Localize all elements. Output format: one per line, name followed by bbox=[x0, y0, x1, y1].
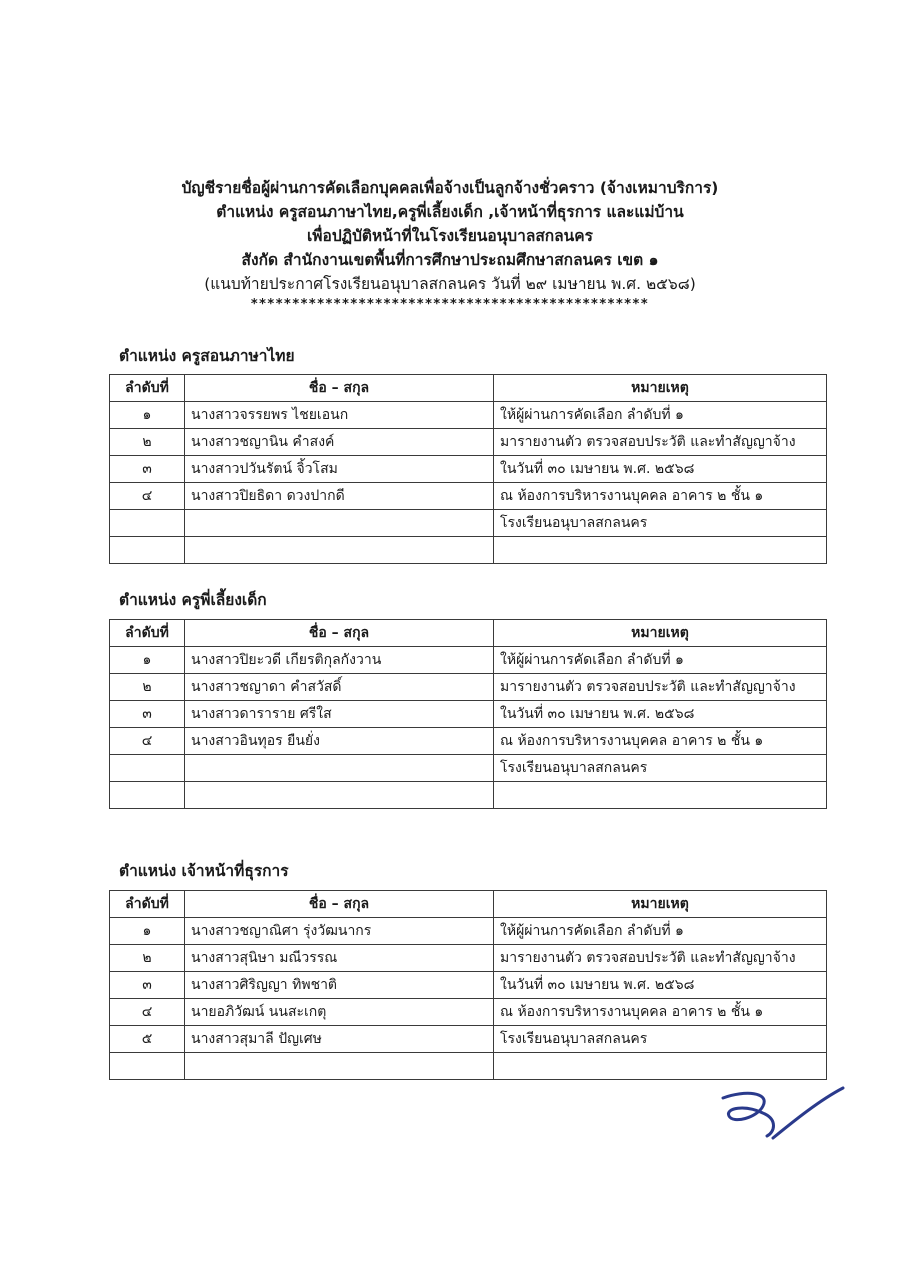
table-row bbox=[110, 483, 827, 510]
cell-name: นายอภิวัฒน์ นนสะเกตุ bbox=[185, 999, 494, 1026]
table-nanny bbox=[109, 619, 827, 809]
cell-no: ๓ bbox=[110, 701, 185, 728]
header-line-4: สังกัด สำนักงานเขตพื้นที่การศึกษาประถมศึกษาสกลนคร เขต ๑ bbox=[241, 251, 659, 269]
handwritten-signature bbox=[715, 1080, 855, 1150]
cell-remark: โรงเรียนอนุบาลสกลนคร bbox=[494, 1026, 827, 1053]
cell-name bbox=[185, 782, 494, 809]
cell-name bbox=[185, 537, 494, 564]
cell-name: นางสาวชญาณิศา รุ่งวัฒนากร bbox=[185, 918, 494, 945]
cell-name: นางสาวจรรยพร ไชยเอนก bbox=[185, 402, 494, 429]
cell-remark: ณ ห้องการบริหารงานบุคคล อาคาร ๒ ชั้น ๑ bbox=[494, 483, 827, 510]
cell-remark bbox=[494, 537, 827, 564]
cell-remark: ให้ผู้ผ่านการคัดเลือก ลำดับที่ ๑ bbox=[494, 918, 827, 945]
table-row bbox=[110, 999, 827, 1026]
cell-no bbox=[110, 537, 185, 564]
cell-name bbox=[185, 755, 494, 782]
header-line-5: (แนบท้ายประกาศโรงเรียนอนุบาลสกลนคร วันที่ ๒๙ เมษายน พ.ศ. ๒๕๖๘) bbox=[204, 275, 696, 293]
table-row bbox=[110, 918, 827, 945]
column-header-remark: หมายเหตุ bbox=[494, 375, 827, 402]
cell-no bbox=[110, 782, 185, 809]
cell-no: ๕ bbox=[110, 1026, 185, 1053]
table-row bbox=[110, 1026, 827, 1053]
cell-no: ๓ bbox=[110, 972, 185, 999]
table-row bbox=[110, 537, 827, 564]
cell-remark: ในวันที่ ๓๐ เมษายน พ.ศ. ๒๕๖๘ bbox=[494, 701, 827, 728]
section-title-admin-officer: ตำแหน่ง เจ้าหน้าที่ธุรการ bbox=[119, 862, 289, 880]
table-row bbox=[110, 945, 827, 972]
table-header-row bbox=[110, 620, 827, 647]
cell-no: ๑ bbox=[110, 918, 185, 945]
cell-no: ๒ bbox=[110, 429, 185, 456]
table-header-row bbox=[110, 375, 827, 402]
table-row bbox=[110, 674, 827, 701]
cell-remark: โรงเรียนอนุบาลสกลนคร bbox=[494, 755, 827, 782]
table-row bbox=[110, 701, 827, 728]
header-line-1: บัญชีรายชื่อผู้ผ่านการคัดเลือกบุคคลเพื่อจ้างเป็นลูกจ้างชั่วคราว (จ้างเหมาบริการ) bbox=[181, 179, 719, 197]
column-header-no: ลำดับที่ bbox=[110, 375, 185, 402]
table-thai-teacher bbox=[109, 374, 827, 564]
cell-remark: มารายงานตัว ตรวจสอบประวัติ และทำสัญญาจ้าง bbox=[494, 945, 827, 972]
column-header-no: ลำดับที่ bbox=[110, 620, 185, 647]
cell-name: นางสาวชญาดา คำสวัสดิ์ bbox=[185, 674, 494, 701]
column-header-remark: หมายเหตุ bbox=[494, 620, 827, 647]
cell-no: ๒ bbox=[110, 674, 185, 701]
cell-name: นางสาวศิริญญา ทิพชาติ bbox=[185, 972, 494, 999]
table-row bbox=[110, 1053, 827, 1080]
cell-remark: โรงเรียนอนุบาลสกลนคร bbox=[494, 510, 827, 537]
table-row bbox=[110, 456, 827, 483]
cell-name: นางสาวปวันรัตน์ จิ้วโสม bbox=[185, 456, 494, 483]
header-line-2: ตำแหน่ง ครูสอนภาษาไทย,ครูพี่เลี้ยงเด็ก ,เจ้าหน้าที่ธุรการ และแม่บ้าน bbox=[216, 203, 684, 221]
cell-no: ๔ bbox=[110, 728, 185, 755]
cell-remark: ให้ผู้ผ่านการคัดเลือก ลำดับที่ ๑ bbox=[494, 402, 827, 429]
column-header-no: ลำดับที่ bbox=[110, 891, 185, 918]
cell-name: นางสาวอินทุอร ยืนยั่ง bbox=[185, 728, 494, 755]
column-header-name: ชื่อ – สกุล bbox=[185, 891, 494, 918]
column-header-remark: หมายเหตุ bbox=[494, 891, 827, 918]
cell-name bbox=[185, 1053, 494, 1080]
cell-no: ๓ bbox=[110, 456, 185, 483]
document-header bbox=[0, 176, 900, 314]
cell-name: นางสาวชญานิน คำสงค์ bbox=[185, 429, 494, 456]
cell-remark: ในวันที่ ๓๐ เมษายน พ.ศ. ๒๕๖๘ bbox=[494, 456, 827, 483]
cell-remark: มารายงานตัว ตรวจสอบประวัติ และทำสัญญาจ้าง bbox=[494, 674, 827, 701]
cell-no bbox=[110, 1053, 185, 1080]
cell-remark: ในวันที่ ๓๐ เมษายน พ.ศ. ๒๕๖๘ bbox=[494, 972, 827, 999]
cell-remark bbox=[494, 1053, 827, 1080]
table-admin-officer bbox=[109, 890, 827, 1080]
table-row bbox=[110, 755, 827, 782]
cell-name: นางสาวดาราราย ศรีใส bbox=[185, 701, 494, 728]
cell-remark bbox=[494, 782, 827, 809]
table-row bbox=[110, 782, 827, 809]
cell-no: ๑ bbox=[110, 402, 185, 429]
cell-name: นางสาวสุมาลี ปัญเศษ bbox=[185, 1026, 494, 1053]
cell-no: ๔ bbox=[110, 999, 185, 1026]
header-line-3: เพื่อปฏิบัติหน้าที่ในโรงเรียนอนุบาลสกลนคร bbox=[307, 227, 593, 245]
table-header-row bbox=[110, 891, 827, 918]
cell-name: นางสาวปิยธิดา ดวงปากดี bbox=[185, 483, 494, 510]
table-row bbox=[110, 510, 827, 537]
column-header-name: ชื่อ – สกุล bbox=[185, 620, 494, 647]
table-row bbox=[110, 429, 827, 456]
cell-remark: มารายงานตัว ตรวจสอบประวัติ และทำสัญญาจ้าง bbox=[494, 429, 827, 456]
cell-no: ๔ bbox=[110, 483, 185, 510]
table-row bbox=[110, 647, 827, 674]
cell-remark: ณ ห้องการบริหารงานบุคคล อาคาร ๒ ชั้น ๑ bbox=[494, 728, 827, 755]
cell-remark: ณ ห้องการบริหารงานบุคคล อาคาร ๒ ชั้น ๑ bbox=[494, 999, 827, 1026]
header-divider-stars: ************************************************ bbox=[250, 297, 650, 312]
table-row bbox=[110, 972, 827, 999]
cell-no: ๑ bbox=[110, 647, 185, 674]
cell-name: นางสาวสุนิษา มณีวรรณ bbox=[185, 945, 494, 972]
cell-no bbox=[110, 755, 185, 782]
cell-name bbox=[185, 510, 494, 537]
cell-remark: ให้ผู้ผ่านการคัดเลือก ลำดับที่ ๑ bbox=[494, 647, 827, 674]
column-header-name: ชื่อ – สกุล bbox=[185, 375, 494, 402]
table-row bbox=[110, 402, 827, 429]
cell-no bbox=[110, 510, 185, 537]
table-row bbox=[110, 728, 827, 755]
cell-no: ๒ bbox=[110, 945, 185, 972]
cell-name: นางสาวปิยะวดี เกียรติกุลกังวาน bbox=[185, 647, 494, 674]
section-title-nanny: ตำแหน่ง ครูพี่เลี้ยงเด็ก bbox=[119, 591, 267, 609]
section-title-thai-teacher: ตำแหน่ง ครูสอนภาษาไทย bbox=[119, 347, 295, 365]
